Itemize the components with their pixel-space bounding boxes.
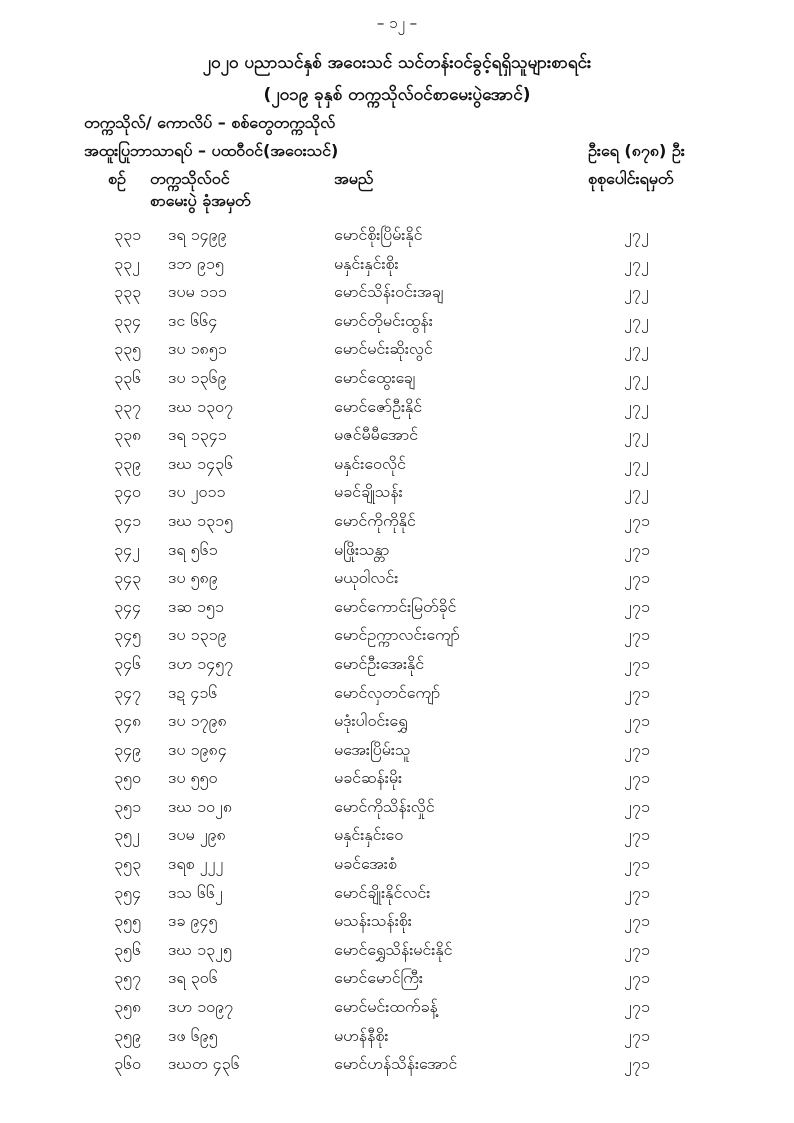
table-row — [0, 335, 794, 364]
row-number: ၃၄၁ — [114, 510, 141, 530]
total-score: ၂၇၂ — [624, 310, 649, 330]
quota-count: ဦးရေ (၈၇၈) ဦး — [588, 141, 685, 160]
roll-number: ဒပမ ၁၁၁ — [168, 282, 227, 302]
student-name: မောင်ရွှေသိန်းမင်းနိုင် — [334, 939, 453, 959]
row-number: ၃၅၁ — [114, 796, 141, 816]
row-number: ၃၅၅ — [114, 911, 141, 931]
student-name: မောင်စိုးပြိမ်းနိုင် — [334, 225, 423, 244]
table-row — [0, 964, 794, 993]
student-name: မောင်မောင်ကြီး — [334, 968, 423, 988]
row-number: ၃၄၂ — [114, 539, 140, 559]
row-number: ၃၄၃ — [114, 568, 141, 588]
roll-number: ဒဃ ၁၃၂၅ — [168, 939, 232, 959]
total-score: ၂၇၁ — [624, 596, 650, 616]
table-row — [0, 1050, 794, 1079]
roll-number: ဒပ ၁၇၉၈ — [168, 711, 227, 731]
total-score: ၂၇၁ — [624, 739, 650, 759]
column-header-name: အမည် — [334, 169, 374, 188]
table-row — [0, 564, 794, 593]
table-row — [0, 593, 794, 622]
table-row — [0, 536, 794, 565]
table-row — [0, 993, 794, 1022]
total-score: ၂၇၂ — [624, 225, 649, 244]
student-name: မသန်းသန်းစိုး — [334, 911, 412, 931]
student-name: မယုဝါလင်း — [334, 568, 399, 588]
student-name: မောင်ဇော်ဦးနိုင် — [334, 396, 423, 416]
total-score: ၂၇၁ — [624, 539, 650, 559]
row-number: ၃၃၆ — [114, 367, 141, 387]
row-number: ၃၅၂ — [114, 825, 140, 845]
student-name: မောင်ထွေးချေ — [334, 367, 416, 387]
student-name: မောင်ချိုးနိုင်လင်း — [334, 882, 431, 902]
row-number: ၃၄၄ — [114, 596, 141, 616]
table-row — [0, 450, 794, 479]
roll-number: ဒပ ၁၉၈၄ — [168, 739, 227, 759]
total-score: ၂၇၁ — [624, 882, 650, 902]
student-name: မောင်လှတင်ကျော် — [334, 682, 441, 702]
row-number: ၃၅၄ — [114, 882, 141, 902]
roll-number: ဒဟ ၁၀၉၇ — [168, 997, 234, 1017]
table-row — [0, 764, 794, 793]
page-number: – ၁၂ – — [376, 14, 418, 32]
column-header-total: စုစုပေါင်းရမှတ် — [588, 169, 674, 188]
roll-number: ဒရစ ၂၂၂ — [168, 854, 224, 874]
roll-number: ဒပမ ၂၉၈ — [168, 825, 226, 845]
row-number: ၃၅၉ — [114, 1025, 141, 1045]
total-score: ၂၇၂ — [624, 425, 649, 445]
total-score: ၂၇၁ — [624, 1025, 650, 1045]
student-name: မောင်ဥက္ကာလင်းကျော် — [334, 625, 460, 645]
table-row — [0, 364, 794, 393]
roll-number: ဒဟ ၁၄၅၇ — [168, 653, 234, 673]
total-score: ၂၇၁ — [624, 682, 650, 702]
table-row — [0, 650, 794, 679]
student-name: မနှင်းနှင်းစိုး — [334, 253, 399, 273]
roll-number: ဒပ ၂၀၁၁ — [168, 482, 226, 502]
total-score: ၂၇၁ — [624, 796, 650, 816]
row-number: ၃၃၄ — [114, 310, 141, 330]
total-score: ၂၇၂ — [624, 339, 649, 359]
total-score: ၂၇၁ — [624, 939, 650, 959]
row-number: ၃၃၉ — [114, 453, 141, 473]
student-name: မဒုံးပါဝင်းရွှေ — [334, 711, 408, 731]
column-header-roll: တက္ကသိုလ်ဝင်စာမေးပွဲ ခုံအမှတ် — [150, 169, 251, 210]
roll-number: ဒရ ၅၆၁ — [168, 539, 218, 559]
table-row — [0, 679, 794, 708]
total-score: ၂၇၁ — [624, 510, 650, 530]
column-header-no: စဉ် — [108, 169, 126, 188]
student-name: မောင်မင်းဆိုးလွင် — [334, 339, 433, 359]
total-score: ၂၇၂ — [624, 282, 649, 302]
row-number: ၃၅၇ — [114, 968, 141, 988]
roll-number: ဒဃ ၁၃၀၇ — [168, 396, 234, 416]
row-number: ၃၄၈ — [114, 711, 142, 731]
roll-number: ဒပ ၅၅၀ — [168, 768, 218, 788]
roll-number: ဒပ ၁၈၅၁ — [168, 339, 227, 359]
table-row — [0, 1022, 794, 1051]
table-row — [0, 307, 794, 336]
total-score: ၂၇၁ — [624, 1054, 650, 1074]
student-name: မဟန်နီစိုး — [334, 1025, 389, 1045]
total-score: ၂၇၁ — [624, 997, 650, 1017]
university-line: တက္ကသိုလ်/ ကောလိပ် – စစ်တွေတက္ကသိုလ် — [84, 113, 336, 132]
student-name: မောင်ကိုသိန်းလှိုင် — [334, 796, 435, 816]
student-name: မအေးပြိမ်းသူ — [334, 739, 411, 759]
student-name: မောင်ကိုကိုနိုင် — [334, 510, 416, 530]
row-number: ၃၃၅ — [114, 339, 141, 359]
student-name: မောင်မင်းထက်ခန့် — [334, 997, 438, 1017]
student-name: မောင်သိန်းဝင်းအချ — [334, 282, 444, 302]
total-score: ၂၇၁ — [624, 711, 650, 731]
row-number: ၃၄၆ — [114, 653, 141, 673]
student-name: မောင်ဦးအေးနိုင် — [334, 653, 425, 673]
row-number: ၃၅၆ — [114, 939, 141, 959]
row-number: ၃၆၀ — [114, 1054, 141, 1074]
roll-number: ဒဃ ၁၄၃၆ — [168, 453, 234, 473]
total-score: ၂၇၁ — [624, 768, 650, 788]
total-score: ၂၇၁ — [624, 911, 650, 931]
table-row — [0, 393, 794, 422]
roll-number: ဒရ ၁၃၄၁ — [168, 425, 227, 445]
results-table — [0, 221, 794, 1079]
table-row — [0, 221, 794, 250]
roll-number: ဒဃတ ၄၃၆ — [168, 1054, 240, 1074]
document-title: ၂၀၂၀ ပညာသင်နှစ် အဝေးသင် သင်တန်းဝင်ခွင့်ရရှိသူများစာရင်း — [202, 53, 592, 73]
roll-number: ဒသ ၆၆၂ — [168, 882, 223, 902]
student-name: မောင်တိုမင်းထွန်း — [334, 310, 433, 330]
roll-number: ဒရ ၃၀၆ — [168, 968, 218, 988]
roll-number: ဒင ၆၆၄ — [168, 310, 218, 330]
roll-number: ဒပ ၁၃၁၉ — [168, 625, 227, 645]
roll-number: ဒဘ ၉၁၅ — [168, 253, 224, 273]
student-name: မနှင်းနှင်းဝေ — [334, 825, 404, 845]
row-number: ၃၃၂ — [114, 253, 140, 273]
table-row — [0, 507, 794, 536]
student-name: မဇင်မီမီအောင် — [334, 425, 419, 445]
table-row — [0, 250, 794, 279]
roll-number: ဒဆ ၁၅၁ — [168, 596, 224, 616]
roll-number: ဒခ ၉၄၅ — [168, 911, 218, 931]
table-row — [0, 850, 794, 879]
roll-number: ဒရ ၁၄၉၉ — [168, 225, 227, 244]
row-number: ၃၄၅ — [114, 625, 141, 645]
row-number: ၃၃၃ — [114, 282, 141, 302]
table-row — [0, 707, 794, 736]
total-score: ၂၇၁ — [624, 854, 650, 874]
table-row — [0, 621, 794, 650]
table-row — [0, 421, 794, 450]
total-score: ၂၇၂ — [624, 453, 649, 473]
total-score: ၂၇၂ — [624, 396, 649, 416]
table-row — [0, 793, 794, 822]
student-name: မဖြိုးသန္တာ — [334, 539, 390, 559]
row-number: ၃၅၃ — [114, 854, 141, 874]
total-score: ၂၇၁ — [624, 653, 650, 673]
student-name: မခင်အေးစံ — [334, 854, 397, 874]
major-subject: အထူးပြုဘာသာရပ် – ပထဝီဝင်(အဝေးသင်) — [84, 141, 339, 160]
roll-number: ဒဃ ၁၀၂၈ — [168, 796, 233, 816]
row-number: ၃၃၁ — [114, 225, 141, 244]
student-name: မောင်ကောင်းမြတ်ခိုင် — [334, 596, 457, 616]
row-number: ၃၄၇ — [114, 682, 141, 702]
table-row — [0, 736, 794, 765]
total-score: ၂၇၂ — [624, 482, 649, 502]
roll-number: ဒပ ၁၃၆၉ — [168, 367, 227, 387]
roll-number: ဒဍ ၄၁၆ — [168, 682, 218, 702]
total-score: ၂၇၁ — [624, 825, 650, 845]
document-subtitle: (၂၀၁၉ ခုနှစ် တက္ကသိုလ်ဝင်စာမေးပွဲအောင်) — [263, 85, 531, 105]
total-score: ၂၇၁ — [624, 625, 650, 645]
row-number: ၃၅၀ — [114, 768, 141, 788]
roll-number: ဒဃ ၁၃၁၅ — [168, 510, 234, 530]
table-row — [0, 478, 794, 507]
row-number: ၃၅၈ — [114, 997, 142, 1017]
total-score: ၂၇၁ — [624, 968, 650, 988]
table-row — [0, 278, 794, 307]
total-score: ၂၇၂ — [624, 367, 649, 387]
table-row — [0, 907, 794, 936]
row-number: ၃၄၀ — [114, 482, 141, 502]
student-name: မောင်ဟန်သိန်းအောင် — [334, 1054, 458, 1074]
row-number: ၃၄၉ — [114, 739, 141, 759]
student-name: မခင်ချိုသန်း — [334, 482, 403, 502]
table-row — [0, 821, 794, 850]
total-score: ၂၇၁ — [624, 568, 650, 588]
table-row — [0, 879, 794, 908]
student-name: မခင်ဆန်းမိုး — [334, 768, 403, 788]
row-number: ၃၃၈ — [114, 425, 142, 445]
table-row — [0, 936, 794, 965]
roll-number: ဒပ ၅၈၉ — [168, 568, 218, 588]
student-name: မနှင်းဝေလိုင် — [334, 453, 406, 473]
row-number: ၃၃၇ — [114, 396, 141, 416]
total-score: ၂၇၂ — [624, 253, 649, 273]
roll-number: ဒဖ ၆၉၅ — [168, 1025, 218, 1045]
